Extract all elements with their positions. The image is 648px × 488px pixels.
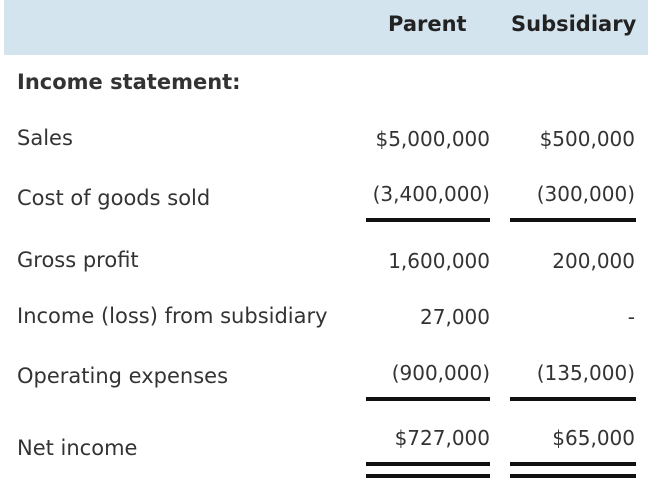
double-rule-bottom-subsidiary — [510, 474, 636, 478]
section-title: Income statement: — [17, 70, 241, 94]
total-rule-subsidiary — [510, 397, 636, 401]
double-rule-bottom-parent — [366, 474, 490, 478]
row-label-operating-expenses: Operating expenses — [17, 364, 229, 388]
subtotal-rule-subsidiary — [510, 218, 636, 222]
double-rule-top-parent — [366, 462, 490, 466]
gross-profit-subsidiary-value: 200,000 — [552, 249, 635, 273]
gross-profit-parent-value: 1,600,000 — [388, 249, 490, 273]
subtotal-rule-parent — [366, 218, 490, 222]
sales-subsidiary-value: $500,000 — [539, 127, 635, 151]
column-header-parent: Parent — [388, 12, 467, 36]
income-from-subsidiary-subsidiary-value: - — [627, 305, 635, 329]
double-rule-top-subsidiary — [510, 462, 636, 466]
total-rule-parent — [366, 397, 490, 401]
net-income-subsidiary-value: $65,000 — [552, 426, 635, 450]
row-label-gross-profit: Gross profit — [17, 248, 139, 272]
cogs-subsidiary-value: (300,000) — [536, 182, 635, 206]
row-label-cost-of-goods-sold: Cost of goods sold — [17, 186, 211, 210]
column-header-subsidiary: Subsidiary — [511, 12, 637, 36]
row-label-sales: Sales — [17, 126, 73, 150]
sales-parent-value: $5,000,000 — [375, 127, 490, 151]
income-from-subsidiary-parent-value: 27,000 — [420, 305, 490, 329]
operating-expenses-parent-value: (900,000) — [391, 361, 490, 385]
cogs-parent-value: (3,400,000) — [372, 182, 490, 206]
row-label-net-income: Net income — [17, 436, 138, 460]
net-income-parent-value: $727,000 — [394, 426, 490, 450]
row-label-income-from-subsidiary: Income (loss) from subsidiary — [17, 304, 328, 328]
operating-expenses-subsidiary-value: (135,000) — [536, 361, 635, 385]
